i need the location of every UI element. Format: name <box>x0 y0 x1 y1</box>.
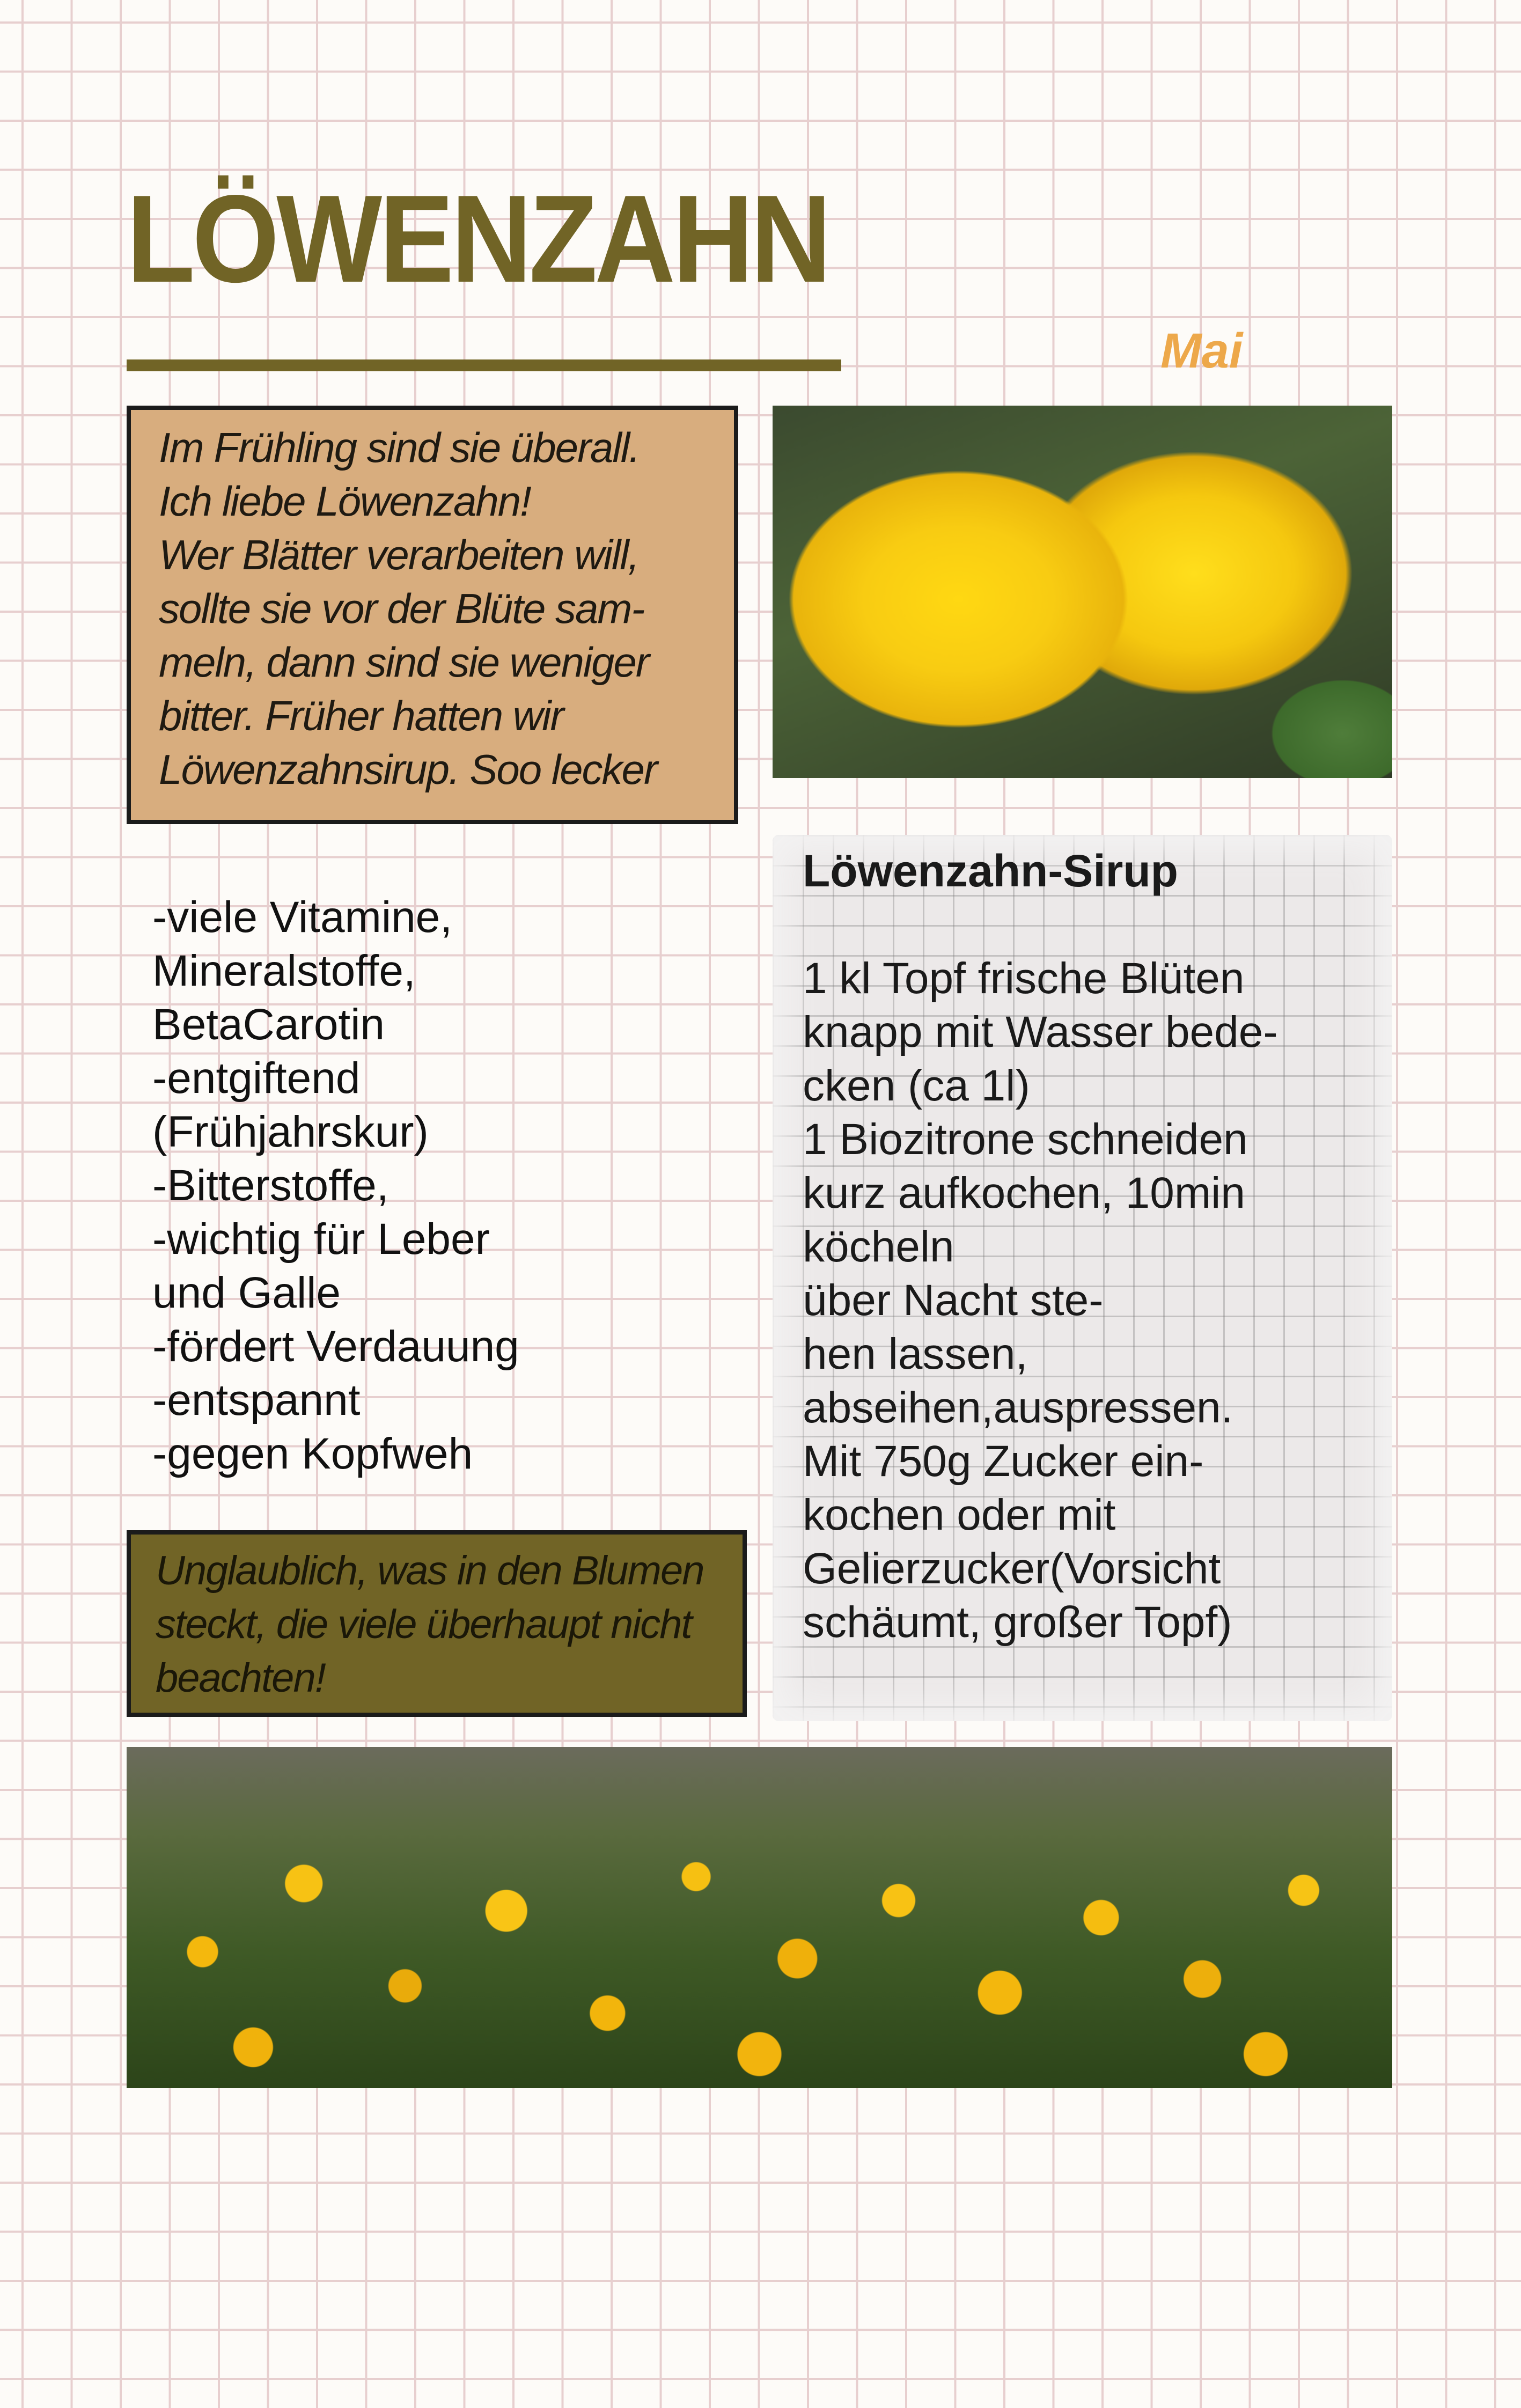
benefit-line: BetaCarotin <box>152 1000 385 1049</box>
title-underline <box>127 359 841 371</box>
intro-line: sollte sie vor der Blüte sam- <box>159 585 644 632</box>
benefit-line: -fördert Verdauung <box>152 1322 519 1371</box>
recipe-title: Löwenzahn-Sirup <box>803 846 1178 896</box>
recipe-line: 1 Biozitrone schneiden <box>803 1115 1248 1164</box>
recipe-line: schäumt, großer Topf) <box>803 1598 1232 1647</box>
quote-box <box>127 1530 747 1717</box>
intro-line: Im Frühling sind sie überall. <box>159 424 640 471</box>
benefits-list <box>152 891 743 1481</box>
benefit-line: -entspannt <box>152 1376 361 1425</box>
recipe-line: hen lassen, <box>803 1330 1028 1378</box>
page-title: LÖWENZAHN <box>127 170 829 309</box>
intro-line: bitter. Früher hatten wir <box>159 692 563 739</box>
benefit-line: Mineralstoffe, <box>152 946 416 995</box>
month-label: Mai <box>1160 324 1243 378</box>
intro-text-box <box>127 406 738 824</box>
recipe-line: abseihen,auspressen. <box>803 1383 1233 1432</box>
recipe-line: Gelierzucker(Vorsicht <box>803 1544 1221 1593</box>
intro-line: Löwenzahnsirup. Soo lecker <box>159 746 657 793</box>
dandelion-closeup-photo <box>773 406 1392 778</box>
benefit-line: -entgiftend <box>152 1054 361 1103</box>
benefit-line: (Frühjahrskur) <box>152 1107 429 1156</box>
quote-line: steckt, die viele überhaupt nicht <box>156 1602 692 1647</box>
benefit-line: -viele Vitamine, <box>152 893 453 942</box>
recipe-line: kurz aufkochen, 10min <box>803 1169 1246 1217</box>
recipe-steps <box>803 952 1382 1649</box>
benefit-line: -Bitterstoffe, <box>152 1161 389 1210</box>
recipe-line: köcheln <box>803 1222 954 1271</box>
benefit-line: -wichtig für Leber <box>152 1215 490 1264</box>
dandelion-meadow-photo <box>127 1747 1392 2088</box>
recipe-line: cken (ca 1l) <box>803 1061 1030 1110</box>
recipe-line: knapp mit Wasser bede- <box>803 1008 1278 1056</box>
intro-line: meln, dann sind sie weniger <box>159 638 649 686</box>
intro-line: Wer Blätter verarbeiten will, <box>159 531 639 578</box>
quote-line: Unglaublich, was in den Blumen <box>156 1548 704 1594</box>
quote-line: beachten! <box>156 1655 325 1701</box>
recipe-line: 1 kl Topf frische Blüten <box>803 954 1245 1003</box>
recipe-line: über Nacht ste- <box>803 1276 1104 1325</box>
benefit-line: und Galle <box>152 1268 341 1317</box>
recipe-line: Mit 750g Zucker ein- <box>803 1437 1204 1486</box>
recipe-line: kochen oder mit <box>803 1491 1116 1539</box>
benefit-line: -gegen Kopfweh <box>152 1429 473 1478</box>
intro-line: Ich liebe Löwenzahn! <box>159 478 531 525</box>
